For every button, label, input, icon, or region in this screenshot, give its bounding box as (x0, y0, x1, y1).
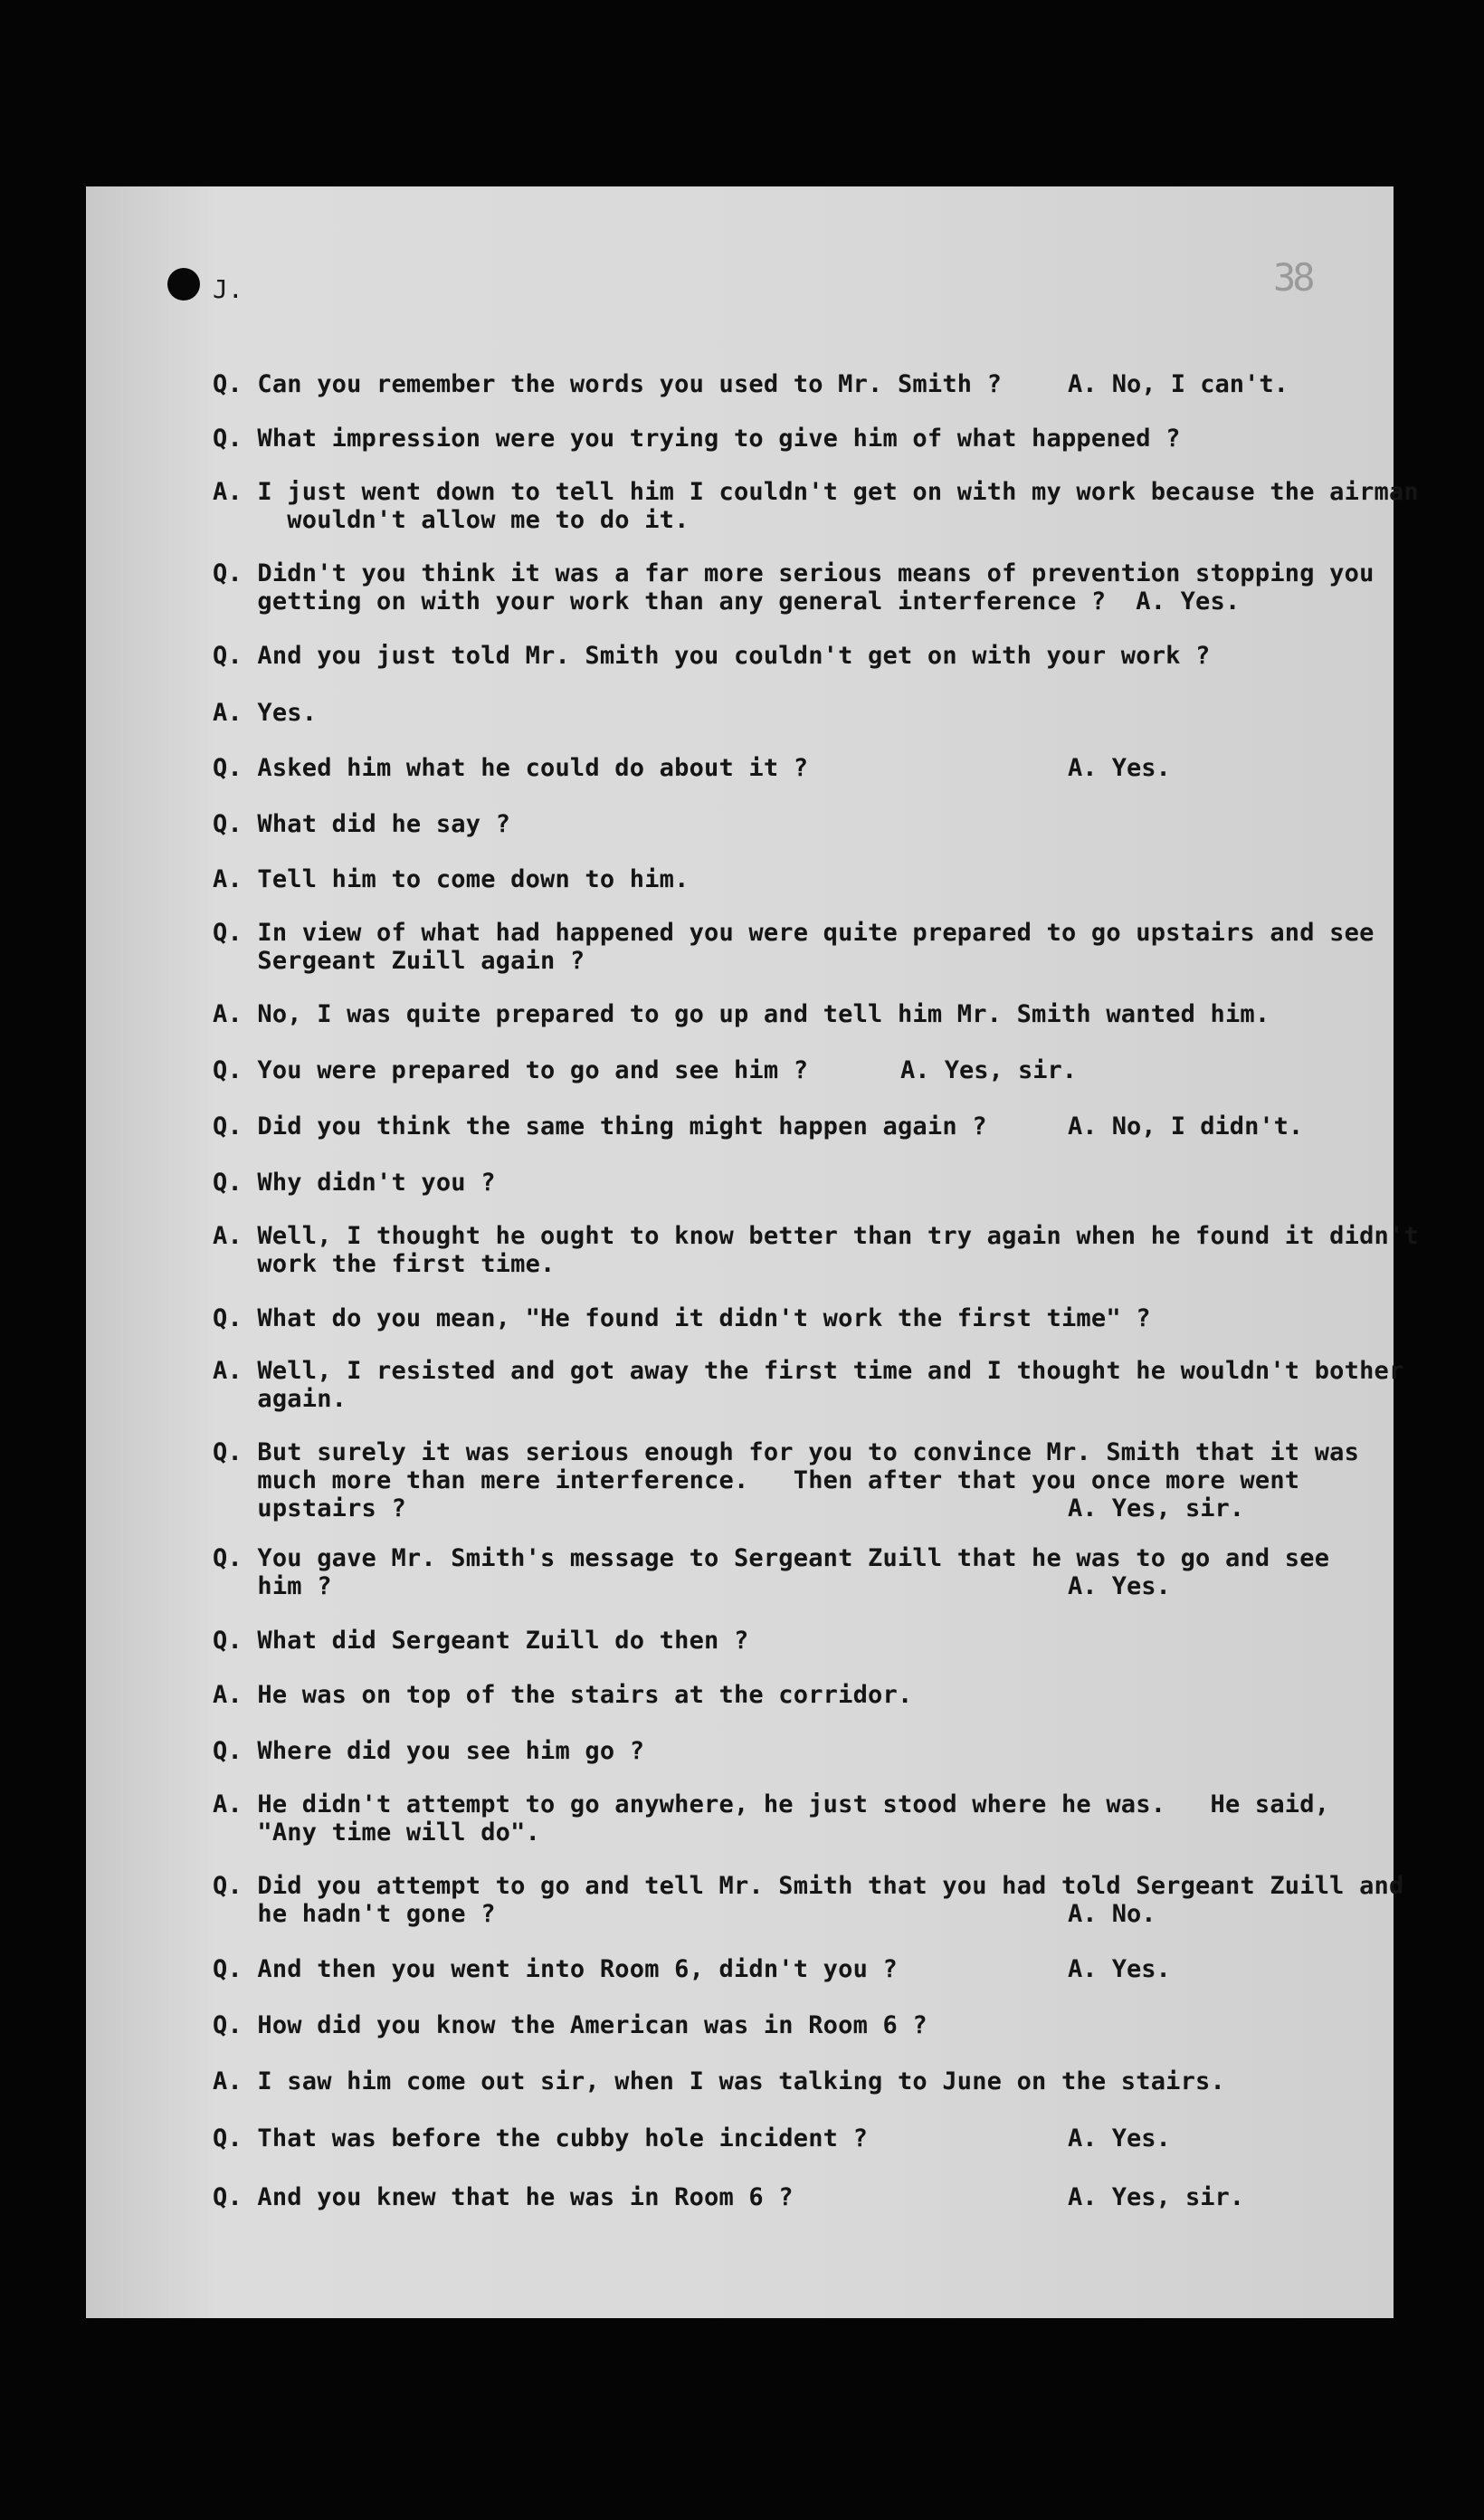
entry-line: Q. Can you remember the words you used to Mr. Smith ? (213, 370, 1003, 398)
entry-line: Q. And you knew that he was in Room 6 ? (213, 2183, 794, 2211)
entry-answer: A. Yes, sir. (1068, 2183, 1245, 2211)
entry-line: Q. Asked him what he could do about it ? (213, 754, 809, 782)
entry-line: Q. In view of what had happened you were quite prepared to go upstairs and see Sergeant Zuill again ? (213, 919, 1375, 975)
entry-line: Q. Did you attempt to go and tell Mr. Smith that you had told Sergeant Zuill and he hadn't gone ? (213, 1872, 1404, 1928)
entry-answer: A. Yes, sir. (1068, 1494, 1245, 1522)
entry-line: A. I just went down to tell him I couldn't get on with my work because the airman wouldn't allow me to do it. (213, 478, 1419, 534)
entry-line: Q. Didn't you think it was a far more serious means of prevention stopping you getting on with your work than any general interference ? A. Yes. (213, 559, 1375, 616)
entry-line: A. Yes. (213, 699, 318, 727)
entry-answer: A. Yes. (1068, 1955, 1171, 1983)
entry-line: A. Tell him to come down to him. (213, 865, 690, 893)
entry-line: Q. Why didn't you ? (213, 1169, 496, 1197)
entry-answer: A. No. (1068, 1900, 1156, 1928)
entry-answer: A. No, I can't. (1068, 370, 1289, 398)
entry-line: Q. You gave Mr. Smith's message to Sergeant Zuill that he was to go and see him ? (213, 1544, 1330, 1600)
entry-line: Q. And then you went into Room 6, didn't you ? (213, 1955, 898, 1983)
entry-line: Q. You were prepared to go and see him ? (213, 1056, 809, 1084)
entry-line: Q. Where did you see him go ? (213, 1737, 645, 1765)
header-initial: J. (213, 274, 243, 304)
entry-line: Q. But surely it was serious enough for you to convince Mr. Smith that it was much more than mere interference. Then after that you once more went upstairs ? (213, 1438, 1360, 1522)
entry-answer: A. Yes. (1068, 2124, 1171, 2152)
entry-line: Q. What did Sergeant Zuill do then ? (213, 1627, 749, 1655)
entry-line: A. No, I was quite prepared to go up and tell him Mr. Smith wanted him. (213, 1000, 1270, 1028)
entry-line: Q. That was before the cubby hole incident ? (213, 2124, 869, 2152)
entry-line: A. He was on top of the stairs at the corridor. (213, 1681, 913, 1709)
entry-line: Q. What impression were you trying to give him of what happened ? (213, 425, 1181, 453)
entry-line: A. Well, I resisted and got away the first time and I thought he wouldn't bother again. (213, 1357, 1404, 1413)
entry-answer: A. Yes. (1068, 1572, 1171, 1600)
document-page (86, 186, 1419, 2318)
entry-answer: A. Yes. (1068, 754, 1171, 782)
entry-line: Q. Did you think the same thing might happen again ? (213, 1112, 987, 1141)
entry-answer: A. Yes, sir. (900, 1056, 1078, 1084)
entry-line: A. I saw him come out sir, when I was talking to June on the stairs. (213, 2067, 1225, 2095)
entry-line: Q. What do you mean, "He found it didn't work the first time" ? (213, 1304, 1151, 1332)
entry-answer: A. No, I didn't. (1068, 1112, 1304, 1141)
entry-line: A. Well, I thought he ought to know better than try again when he found it didn't work the first time. (213, 1222, 1419, 1278)
punch-hole (167, 268, 200, 301)
entry-line: Q. What did he say ? (213, 810, 511, 838)
entry-line: A. He didn't attempt to go anywhere, he just stood where he was. He said, "Any time will do". (213, 1790, 1330, 1847)
entry-line: Q. How did you know the American was in Room 6 ? (213, 2011, 928, 2039)
page-number: 38 (1273, 255, 1312, 300)
entry-line: Q. And you just told Mr. Smith you couldn't get on with your work ? (213, 642, 1211, 670)
